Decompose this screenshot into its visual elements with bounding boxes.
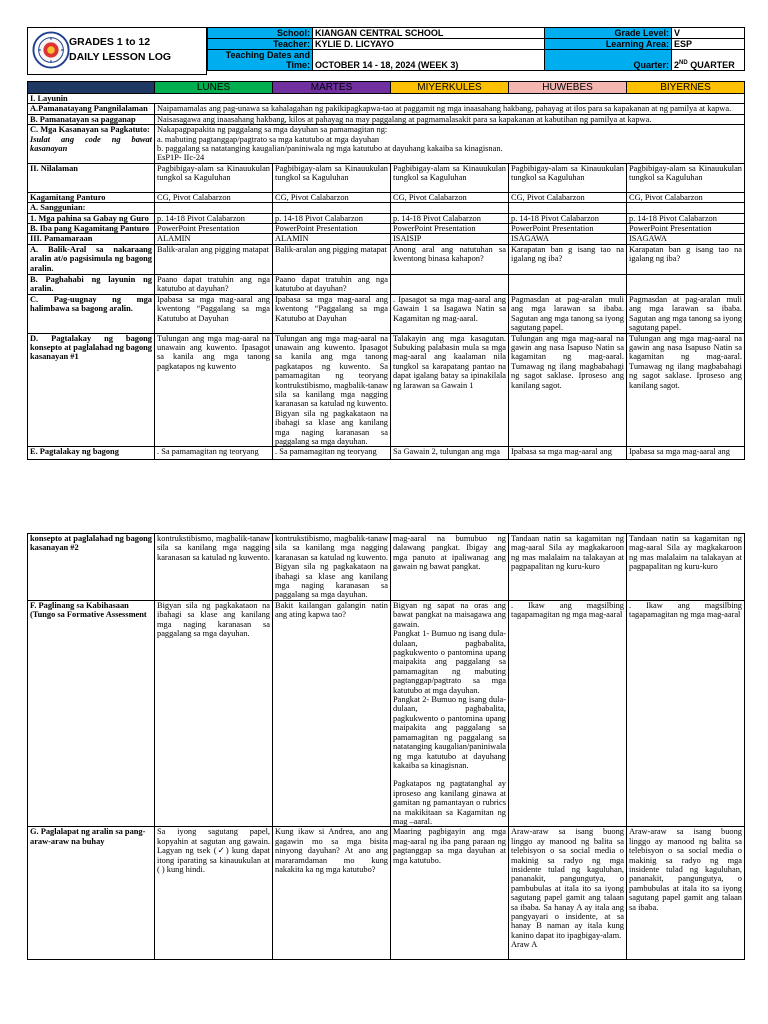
balik-aral-cell: Balik-aralan ang pigging matapat xyxy=(155,244,273,274)
row-a xyxy=(28,104,745,114)
pamamaraan-cell: ALAMIN xyxy=(155,234,273,244)
pangkat-2-task: Pangkat 2- Bumuo ng isang dula-dulaan, pagbabalita, pagkukwento o pantomina upang maipakita ang paggalang sa pamamagitan ng paggalang sa natatanging kaugalian/paniniwala ng mga katutubo at dayuhang kakaiba sa kinagisnan. xyxy=(393,695,506,770)
gabay-cell: p. 14-18 Pivot Calabarzon xyxy=(155,213,273,223)
pamamaraan-cell: ISAGAWA xyxy=(627,234,745,244)
pag-uugnay-cell: . Ipasagot sa mga mag-aaral ang Gawain 1 sa Isagawa Natin sa Kagamitan ng mag-aaral. xyxy=(391,294,509,333)
row-pagtalakay-1 xyxy=(28,333,745,447)
paglalapat-cell xyxy=(509,827,627,960)
row-c-text xyxy=(155,125,745,164)
nilalaman-cell: Pagbibigay-alam sa Kinauukulan tungkol sa Kaguluhan xyxy=(509,163,627,192)
nilalaman-cell: Pagbibigay-alam sa Kinauukulan tungkol sa Kaguluhan xyxy=(155,163,273,192)
day-huwebes: HUWEBES xyxy=(509,82,627,94)
pamamaraan-cell: ISAISIP xyxy=(391,234,509,244)
pagtalakay-1-cell: Tulungan ang mga mag-aaral na unawain ang kuwento. Ipasagot sa kanila ang mga tanong pagkatapos ng kuwento xyxy=(155,333,273,447)
iba-label: B. Iba pang Kagamitang Panturo xyxy=(28,224,155,234)
row-c-label-note: Isulat ang code ng bawat kasanayan xyxy=(30,134,152,154)
kagamitan-cell: CG, Pivot Calabarzon xyxy=(509,192,627,202)
gabay-cell: p. 14-18 Pivot Calabarzon xyxy=(391,213,509,223)
teacher-label: Teacher: xyxy=(208,39,313,50)
pagtalakay-1-cell: Tulungan ang mga mag-aaral na gawin ang nasa Isapuso Natin sa kagamitan ng mag-aaral. Tumawag ng ilang magbabahagi ng sagot saklase. Iproseso ang kanilang sagot. xyxy=(627,333,745,447)
school-value: KIANGAN CENTRAL SCHOOL xyxy=(313,28,545,39)
empty-cell xyxy=(391,203,509,213)
dates-value: OCTOBER 14 - 18, 2024 (WEEK 3) xyxy=(313,50,545,71)
balik-aral-cell: Karapatan ban g isang tao na igalang ng iba? xyxy=(627,244,745,274)
row-b-label: B. Pamanatayan sa pagganap xyxy=(28,114,155,124)
quarter-suffix: ND xyxy=(679,60,688,66)
grade-label: Grade Level: xyxy=(545,28,672,39)
pagtalakay-2-cell: . Sa pamamagitan ng teoryang xyxy=(155,447,273,460)
pagtalakay-2-cont-cell: mag-aaral na bumubuo ng dalawang pangkat. Ibigay ang mga panuto at ipaliwanag ang gawain ng bawat pangkat. xyxy=(391,534,509,601)
row-iba xyxy=(28,224,745,234)
empty-cell xyxy=(273,203,391,213)
row-paglinang xyxy=(28,601,745,827)
balik-aral-cell: Anong aral ang natutuhan sa kwentong binasa kahapon? xyxy=(391,244,509,274)
quarter-word: QUARTER xyxy=(687,60,735,70)
quarter-value xyxy=(672,50,745,71)
day-header-row xyxy=(28,82,745,94)
paghahabi-label: B. Paghahabi ng layunin ng aralin. xyxy=(28,274,155,294)
pag-uugnay-cell: Pagmasdan at pag-aralan muli ang mga larawan sa ibaba. Sagutan ang mga tanong sa iyong sagutang papel. xyxy=(627,294,745,333)
pagtalakay-2-cell: Ipabasa sa mga mag-aaral ang xyxy=(509,447,627,460)
pag-uugnay-label: C. Pag-uugnay ng mga halimbawa sa bagong aralin. xyxy=(28,294,155,333)
row-nilalaman xyxy=(28,163,745,192)
row-pamamaraan xyxy=(28,234,745,244)
row-paghahabi xyxy=(28,274,745,294)
araw-a-label: Araw A xyxy=(511,940,538,950)
pagtalakay-1-cell: Tulungan ang mga mag-aaral na gawin ang nasa Isapuso Natin sa kagamitan ng mag-aaral. Tumawag ng ilang magbabahagi ng sagot saklase. Iproseso ang kanilang sagot. xyxy=(509,333,627,447)
row-pagtalakay-2-cont xyxy=(28,534,745,601)
kagamitan-cell: CG, Pivot Calabarzon xyxy=(627,192,745,202)
pagtalakay-2-label-start: E. Pagtalakay ng bagong xyxy=(28,447,155,460)
iba-cell: PowerPoint Presentation xyxy=(155,224,273,234)
teacher-value: KYLIE D. LICYAYO xyxy=(313,39,545,50)
dates-label xyxy=(208,50,313,71)
info-table xyxy=(207,27,745,71)
paglinang-label: F. Paglinang sa Kabihasaan (Tungo sa Formative Assessment xyxy=(28,601,155,827)
empty-cell xyxy=(627,203,745,213)
nilalaman-cell: Pagbibigay-alam sa Kinauukulan tungkol sa Kaguluhan xyxy=(627,163,745,192)
school-label: School: xyxy=(208,28,313,39)
row-c-code: EsP1P- IIc-24 xyxy=(157,153,205,163)
pagtalakay-2-cell: Sa Gawain 2, tulungan ang mga xyxy=(391,447,509,460)
pamamaraan-cell: ISAGAWA xyxy=(509,234,627,244)
row-pag-uugnay xyxy=(28,294,745,333)
paglinang-cell: . Ikaw ang magsilbing tagapamagitan ng mga mag-aaral xyxy=(627,601,745,827)
pagtalakay-1-label: D. Pagtalakay ng bagong konsepto at paglalahad ng bagong kasanayan #1 xyxy=(28,333,155,447)
gabay-label: 1. Mga pahina sa Gabay ng Guro xyxy=(28,213,155,223)
row-gabay xyxy=(28,213,745,223)
paglinang-cell: Bakit kailangan galangin natin ang ating kapwa tao? xyxy=(273,601,391,827)
spacer xyxy=(393,770,506,779)
pagtalakay-2-cell: Ipabasa sa mga mag-aaral ang xyxy=(627,447,745,460)
gabay-cell: p. 14-18 Pivot Calabarzon xyxy=(509,213,627,223)
row-b-text: Naisasagawa ang inaasahang hakbang, kilos at pahayag na may paggalang at pagmamalasakit para sa kapakanan at kabutihan ng pamilya at kapwa. xyxy=(155,114,745,124)
balik-aral-cell: Karapatan ban g isang tao na igalang ng iba? xyxy=(509,244,627,274)
lesson-table-part2 xyxy=(27,533,745,960)
kagamitan-label: Kagamitang Panturo xyxy=(28,192,155,202)
row-c xyxy=(28,125,745,164)
paglalapat-cell: Sa iyong sagutang papel, kopyahin at sagutan ang gawain. Lagyan ng tsek (✓) kung dapat itong iparating sa kinauukulan at ( ) kung hindi. xyxy=(155,827,273,960)
pag-uugnay-cell: Ipabasa sa mga mag-aaral ang kwentong “Paggalang sa mga Katutubo at Dayuhan xyxy=(155,294,273,333)
grades-label: GRADES 1 to 12 xyxy=(69,36,151,48)
pag-uugnay-cell: Pagmasdan at pag-aralan muli ang mga larawan sa ibaba. Sagutan ang mga tanong sa iyong sagutang papel. xyxy=(509,294,627,333)
pamamaraan-label: III. Pamamaraan xyxy=(28,234,155,244)
row-balik-aral xyxy=(28,244,745,274)
day-biyernes: BIYERNES xyxy=(627,82,745,94)
pamamaraan-cell: ALAMIN xyxy=(273,234,391,244)
area-value: ESP xyxy=(672,39,745,50)
day-miyerkules: MIYERKULES xyxy=(391,82,509,94)
dates-label-line2: Time: xyxy=(286,60,310,70)
area-label: Learning Area: xyxy=(545,39,672,50)
blank-header-cell xyxy=(28,82,155,94)
paglinang-cell: Bigyan sila ng pagkakataon na ibahagi sa klase ang kanilang mga naging karanasan sa paggalang sa mga dayuhan. xyxy=(155,601,273,827)
paglalapat-cell: Araw-araw sa isang buong linggo ay manood ng balita sa telebisyon o sa social media o makinig sa radyo ng mga insidente tulad ng kaguluhan, pananakit, pangungutya, o pambubulas at itala ito sa iyong sagutang papel gamit ang talaan sa ibaba. xyxy=(627,827,745,960)
pagtalakay-2-cell: . Sa pamamagitan ng teoryang xyxy=(273,447,391,460)
title-box xyxy=(27,27,207,75)
paghahabi-cell: Paano dapat tratuhin ang nga katutubo at dayuhan? xyxy=(273,274,391,294)
paglinang-cell xyxy=(391,601,509,827)
log-header xyxy=(27,27,744,74)
pag-uugnay-cell: Ipabasa sa mga mag-aaral ang kwentong “Paggalang sa mga Katutubo at Dayuhan xyxy=(273,294,391,333)
paghahabi-cell: Paano dapat tratuhin ang nga katutubo at dayuhan? xyxy=(155,274,273,294)
row-paglalapat xyxy=(28,827,745,960)
dates-label-line1: Teaching Dates and xyxy=(225,50,310,60)
empty-cell xyxy=(509,203,627,213)
iba-cell: PowerPoint Presentation xyxy=(391,224,509,234)
lesson-table-part1 xyxy=(27,81,745,460)
paglalapat-activity: Araw-araw sa isang buong linggo ay manood ng balita sa telebisyon o sa social media o makinig sa radyo ng mga insidente tulad ng kaguluhan, pananakit, pangungutya, o pambubulas at itala ito sa iyong sagutang papel gamit ang talaan sa ibaba. Sa hanay A ay itala ang pangyayari o insidente, at sa hanay B naman ay itala kung kanino dapat ito ipagbigay-alam. xyxy=(511,827,624,940)
nilalaman-cell: Pagbibigay-alam sa Kinauukulan tungkol sa Kaguluhan xyxy=(391,163,509,192)
day-martes: MARTES xyxy=(273,82,391,94)
row-kagamitan xyxy=(28,192,745,202)
row-pagtalakay-2-start xyxy=(28,447,745,460)
grade-value: V xyxy=(672,28,745,39)
empty-cell xyxy=(155,203,273,213)
pagtalakay-2-cont-cell: kontrukstibismo, magbalik-tanaw sila sa kanilang mga nagging karanasan sa katulad ng kuwento. Bigyan sila ng pagkakataon na ibahagi sa klase ang kanilang mga naging karanasan sa paggalang sa mga dayuhan. xyxy=(273,534,391,601)
row-b xyxy=(28,114,745,124)
iba-cell: PowerPoint Presentation xyxy=(509,224,627,234)
paglinang-instructions: Bigyan ng sapat na oras ang bawat pangkat na maisagawa ang gawain. xyxy=(393,601,506,629)
nilalaman-label: II. Nilalaman xyxy=(28,163,155,192)
pagtalakay-2-cont-cell: Tandaan natin sa kagamitan ng mag-aaral Sila ay magkakaroon ng mas malalaim na talakayan at pagpapalitan ng kuru-kuro xyxy=(627,534,745,601)
pangkat-1-task: Pangkat 1- Bumuo ng isang dula-dulaan, pagbabalita, pagkukwento o pantomina upang maipakita ang paggalang sa pamamagitan ng mabuting pagtanggap/pagtrato sa mga katutubo at mga dayuhan. xyxy=(393,629,506,695)
kagamitan-cell: CG, Pivot Calabarzon xyxy=(155,192,273,202)
paglinang-cell: . Ikaw ang magsilbing tagapamagitan ng mga mag-aaral xyxy=(509,601,627,827)
paghahabi-cell xyxy=(391,274,509,294)
row-c-line1: Nakapagpapakita ng paggalang sa mga dayuhan sa pamamagitan ng: xyxy=(157,125,388,135)
gabay-cell: p. 14-18 Pivot Calabarzon xyxy=(273,213,391,223)
day-lunes: LUNES xyxy=(155,82,273,94)
gabay-cell: p. 14-18 Pivot Calabarzon xyxy=(627,213,745,223)
layunin-heading: I. Layunin xyxy=(28,94,745,104)
balik-aral-label: A. Balik-Aral sa nakaraang aralin at/o pagsisimula ng bagong aralin. xyxy=(28,244,155,274)
log-title xyxy=(69,35,171,65)
sanggunian-label: A. Sanggunian: xyxy=(28,203,155,213)
pagtalakay-2-cont-cell: kontrukstibismo, magbalik-tanaw sila sa kanilang mga nagging karanasan sa katulad ng kuwento. xyxy=(155,534,273,601)
layunin-row xyxy=(28,94,745,104)
pagtalakay-2-cont-cell: Tandaan natin sa kagamitan ng mag-aaral Sila ay magkakaroon ng mas malalaim na talakayan at pagpapalitan ng kuru-kuro xyxy=(509,534,627,601)
paglalapat-label: G. Paglalapat ng aralin sa pang-araw-araw na buhay xyxy=(28,827,155,960)
paghahabi-cell xyxy=(509,274,627,294)
balik-aral-cell: Balik-aralan ang pigging matapat xyxy=(273,244,391,274)
row-c-label-title: C. Mga Kasanayan sa Pagkatuto: xyxy=(30,125,150,135)
kagamitan-cell: CG, Pivot Calabarzon xyxy=(273,192,391,202)
iba-cell: PowerPoint Presentation xyxy=(273,224,391,234)
pagtalakay-2-label-cont: konsepto at paglalahad ng bagong kasanayan #2 xyxy=(28,534,155,601)
row-a-label: A.Pamanatayang Pangnilalaman xyxy=(28,104,155,114)
deped-seal-icon xyxy=(32,31,70,69)
paglalapat-cell: Maaring pagbigayin ang mga mag-aaral ng iba pang paraan ng pagtanggap sa mga dayuhan at mga katutubo. xyxy=(391,827,509,960)
row-c-line2: a. mabuting pagtanggap/pagtrato sa mga katutubo at mga dayuhan xyxy=(157,134,380,144)
daily-lesson-log-label: DAILY LESSON LOG xyxy=(69,51,172,63)
quarter-number: 2 xyxy=(674,60,680,70)
pagtalakay-1-cell: Tulungan ang mga mag-aaral na unawain ang kuwento. Ipasagot sa kanila ang mga tanong pagkatapos ng kuwento. Sa pamamagitan ng teoryang kontrukstibismo, magbalik-tanaw sila sa kanilang mga nagging karanasan sa katulad ng kuwento. Bigyan sila ng pagkakataon na ibahagi sa klase ang kanilang mga naging karanasan sa paggalang sa mga dayuhan. xyxy=(273,333,391,447)
paglinang-processing: Pagkatapos ng pagtatanghal ay iproseso ang kanilang ginawa at gamitan ng pamantayan o rubrics na makikitaan sa Kagamitan ng mag –aaral. xyxy=(393,779,506,826)
nilalaman-cell: Pagbibigay-alam sa Kinauukulan tungkol sa Kaguluhan xyxy=(273,163,391,192)
pagtalakay-1-cell: Talakayin ang mga kasagutan. Subuking palabasin mula sa mga mag-aaral ang kaalaman nila tungkol sa karapatang pantao na dapat igalang batay sa ipinakilala ng larawan sa Gawain 1 xyxy=(391,333,509,447)
kagamitan-cell: CG, Pivot Calabarzon xyxy=(391,192,509,202)
iba-cell: PowerPoint Presentation xyxy=(627,224,745,234)
row-c-line3: b. paggalang sa natatanging kaugalian/paniniwala ng mga katutubo at dayuhang kakaiba sa kinagisnan. xyxy=(157,144,503,154)
quarter-label: Quarter: xyxy=(545,50,672,71)
row-c-label xyxy=(28,125,155,164)
paglalapat-cell: Kung ikaw si Andrea, ano ang gagawin mo sa mga bisita ninyong dayuhan? At ano ang mararamdaman mo kung nakakita ka ng mga katutubo? xyxy=(273,827,391,960)
row-sanggunian xyxy=(28,203,745,213)
row-a-text: Naipamamalas ang pag-unawa sa kahalagahan ng pakikipagkapwa-tao at paggamit ng mga inaasahang hakbang, pahayag at ilos para sa kapakanan at ng pamilya at kapwa. xyxy=(155,104,745,114)
paghahabi-cell xyxy=(627,274,745,294)
